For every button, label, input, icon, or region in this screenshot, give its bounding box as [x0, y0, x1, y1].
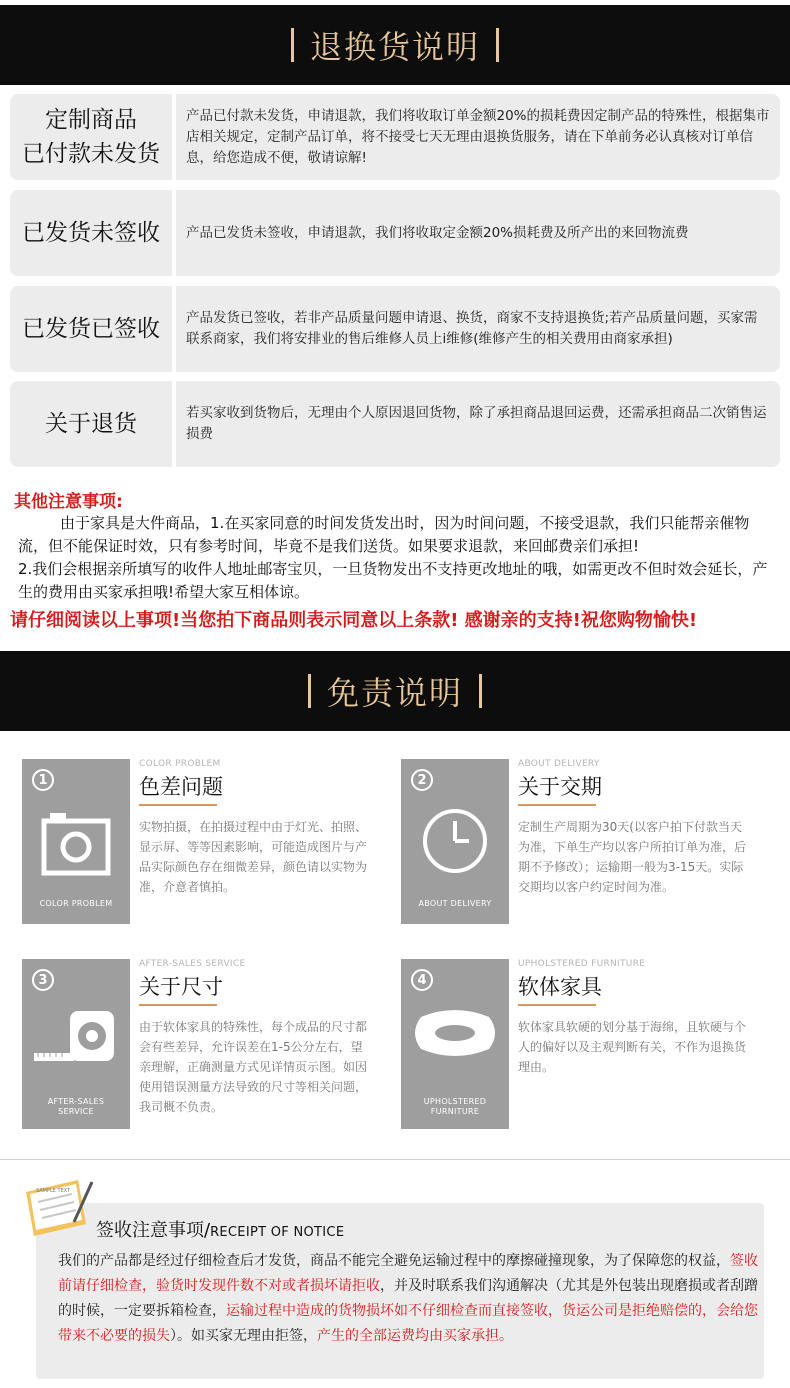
card-underline	[518, 1004, 596, 1006]
notes-title: 其他注意事项:	[14, 492, 123, 512]
header-bar-right	[496, 28, 499, 62]
policy-label	[10, 381, 172, 467]
policy-text: 产品发货已签收，若非产品质量问题申请退、换货，商家不支持退换货;若产品质量问题，买家需联系商家，我们将安排业的售后维修人员上i维修(维修产生的相关费用由商家承担)	[176, 286, 780, 372]
return-policy-header	[0, 5, 790, 85]
policy-text: 产品已发货未签收，申请退款，我们将收取定金额20%损耗费及所产出的来回物流费	[176, 190, 780, 276]
policy-label	[10, 94, 172, 180]
disclaimer-card-delivery	[401, 759, 761, 934]
header-bar-left	[308, 674, 311, 708]
card-underline	[139, 804, 217, 806]
card-en-title: COLOR PROBLEM	[139, 759, 221, 769]
card-title: 色差问题	[139, 775, 223, 799]
card-box-label: AFTER-SALES SERVICE	[47, 1097, 105, 1116]
header-bar-left	[291, 28, 294, 62]
section-divider	[0, 1159, 790, 1160]
card-text: 软体家具软硬的划分基于海绵，且软硬与个人的偏好以及主观判断有关，不作为退换货理由。	[518, 1020, 747, 1074]
notes-warning: 请仔细阅读以上事项!当您拍下商品则表示同意以上条款! 感谢亲的支持!祝您购物愉快!	[10, 610, 698, 631]
receipt-title: 签收注意事项/RECEIPT OF NOTICE	[96, 1220, 345, 1241]
card-image-box	[401, 759, 509, 924]
return-policy-title: 退换货说明	[309, 28, 480, 66]
notes-body	[18, 512, 778, 604]
notes-paragraph: 由于家具是大件商品，1.在买家同意的时间发货发出时，因为时间问题，不接受退款，我们只能帮亲催物流，但不能保证时效，只有参考时间，毕竟不是我们送货。如果要求退款，来回邮费亲们承担!	[18, 514, 750, 555]
policy-row-shipped-unsigned	[10, 190, 780, 276]
card-title: 软体家具	[518, 975, 602, 999]
policy-label	[10, 190, 172, 276]
card-underline	[139, 1004, 217, 1006]
card-image-box	[401, 959, 509, 1129]
header-bar-right	[479, 674, 482, 708]
disclaimer-header	[0, 651, 790, 731]
card-en-title: AFTER-SALES SERVICE	[139, 959, 246, 969]
card-text: 由于软体家具的特殊性，每个成品的尺寸都会有些差异，允许误差在1-5公分左右，望亲理解，正确测量方式见详情页示图。如因使用错误测量方法导致的尺寸等相关问题，我司概不负责。	[139, 1020, 368, 1114]
card-box-label: ABOUT DELIVERY	[418, 899, 492, 908]
policy-row-returns	[10, 381, 780, 467]
disclaimer-title: 免责说明	[326, 674, 463, 712]
policy-label-line: 定制商品	[45, 107, 137, 133]
policy-text: 产品已付款未发货，申请退款，我们将收取订单金额20%的损耗费因定制产品的特殊性，根据集市店相关规定，定制产品订单，将不接受七天无理由退换货服务，请在下单前务必认真核对订单信息，给您造成不便，敬请谅解!	[176, 94, 780, 180]
policy-label-line: 已发货未签收	[22, 220, 160, 246]
card-number: 1	[32, 769, 54, 791]
card-text: 实物拍摄，在拍摄过程中由于灯光、拍照、显示屏、等等因素影响，可能造成图片与产品实际颜色存在细微差异，颜色请以实物为准，介意者慎拍。	[139, 820, 368, 894]
card-en-title: ABOUT DELIVERY	[518, 759, 600, 769]
card-box-label: COLOR PROBLEM	[39, 899, 113, 908]
card-number: 3	[32, 969, 54, 991]
disclaimer-card-upholstered	[401, 959, 761, 1134]
card-box-label: UPHOLSTERED FURNITURE	[423, 1097, 487, 1116]
policy-label-line: 已付款未发货	[22, 141, 160, 167]
disclaimer-card-color	[22, 759, 382, 934]
policy-label-line: 关于退货	[45, 411, 137, 437]
receipt-body: 我们的产品都是经过仔细检查后才发货，商品不能完全避免运输过程中的摩擦碰撞现象，为了保障您的权益，签收前请仔细检查，验货时发现件数不对或者损坏请拒收，并及时联系我们沟通解决（尤其是外包装出现磨损或者刮蹭的时候，一定要拆箱检查，运输过程中造成的货物损坏如不仔细检查而直接签收，货运公司是拒绝赔偿的，会给您带来不必要的损失）。如买家无理由拒签，产生的全部运费均由买家承担。	[58, 1253, 758, 1344]
card-number: 2	[411, 769, 433, 791]
card-underline	[518, 804, 596, 806]
card-en-title: UPHOLSTERED FURNITURE	[518, 959, 646, 969]
disclaimer-card-size	[22, 959, 382, 1134]
card-title: 关于尺寸	[139, 975, 223, 999]
policy-row-custom	[10, 94, 780, 180]
policy-row-shipped-signed	[10, 286, 780, 372]
policy-label	[10, 286, 172, 372]
card-image-box	[22, 959, 130, 1129]
policy-text: 若买家收到货物后，无理由个人原因退回货物，除了承担商品退回运费，还需承担商品二次销售运损费	[176, 381, 780, 467]
policy-label-line: 已发货已签收	[22, 316, 160, 342]
card-title: 关于交期	[518, 775, 602, 799]
notes-paragraph: 2.我们会根据亲所填写的收件人地址邮寄宝贝，一旦货物发出不支持更改地址的哦，如需更改不但时效会延长，产生的费用由买家承担哦!希望大家互相体谅。	[18, 560, 768, 601]
card-number: 4	[411, 969, 433, 991]
card-text: 定制生产周期为30天(以客户拍下付款当天为准，下单生产均以客户所拍订单为准，后期不予修改）；运输期一般为3-15天。实际交期均以客户约定时间为准。	[518, 820, 747, 894]
notepad-icon	[16, 1172, 96, 1242]
notepad-icon-text: SAMPLE TEXT	[36, 1188, 71, 1194]
card-image-box	[22, 759, 130, 924]
